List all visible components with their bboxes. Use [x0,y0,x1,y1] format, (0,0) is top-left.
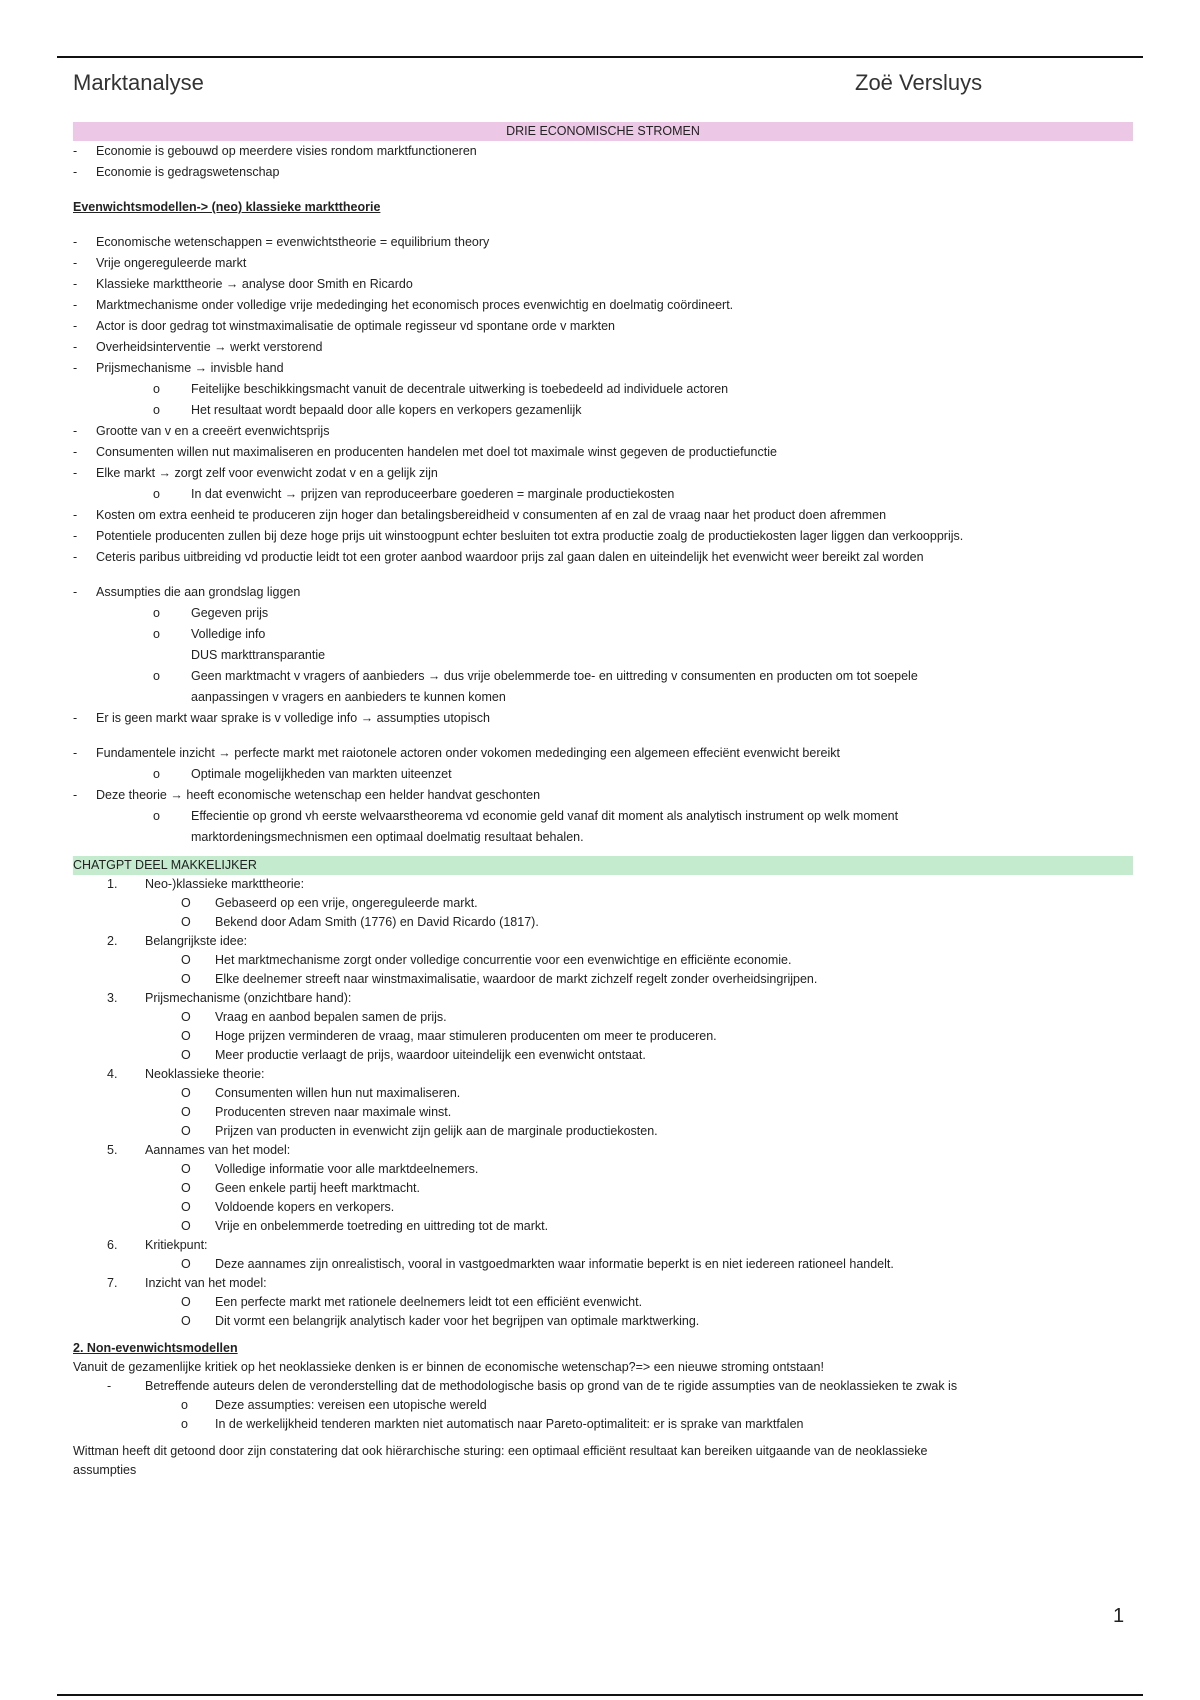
numbered-item: 1. Neo-)klassieke markttheorie: [107,877,305,891]
list-item: - Betreffende auteurs delen de veronderstelling dat de methodologische basis op grond van de te rigide assumpties van de neoklassieken te zwak is [107,1379,958,1393]
numbered-sub-item: O Elke deelnemer streeft naar winstmaximalisatie, waardoor de markt zichzelf regelt zonder overheidsingrijpen. [181,972,818,986]
continuation-line: marktordeningsmechnismen een optimaal doelmatig resultaat behalen. [191,830,584,844]
document-title: Marktanalyse [73,70,204,95]
list-item: - Vrije ongereguleerde markt [73,256,247,270]
numbered-item: 3. Prijsmechanisme (onzichtbare hand): [107,991,352,1005]
numbered-sub-item: O Meer productie verlaagt de prijs, waardoor uiteindelijk een evenwicht ontstaat. [181,1048,646,1062]
list-item: - Marktmechanisme onder volledige vrije mededinging het economisch proces evenwichtig en doelmatig coördineert. [73,298,734,312]
sub-list-item: o In de werkelijkheid tenderen markten niet automatisch naar Pareto-optimaliteit: er is sprake van marktfalen [181,1417,804,1431]
continuation-line: aanpassingen v vragers en aanbieders te kunnen komen [191,690,506,704]
list-item: - Deze theorie → heeft economische wetenschap een helder handvat geschonten [73,788,541,802]
numbered-item: 4. Neoklassieke theorie: [107,1067,265,1081]
list-item: - Fundamentele inzicht → perfecte markt met raiotonele actoren onder vokomen mededinging een algemeen effeciënt evenwicht bereikt [73,746,840,760]
list-item: - Economie is gedragswetenschap [73,165,280,179]
numbered-item: 5. Aannames van het model: [107,1143,291,1157]
paragraph: Wittman heeft dit getoond door zijn constatering dat ook hiërarchische sturing: een optimaal efficiënt resultaat kan bereiken uitgaande van de neoklassieke [73,1444,928,1458]
sub-list-item: o Het resultaat wordt bepaald door alle kopers en verkopers gezamenlijk [153,403,582,417]
numbered-sub-item: O Deze aannames zijn onrealistisch, vooral in vastgoedmarkten waar informatie beperkt is en niet iedereen rationeel handelt. [181,1257,894,1271]
list-item: - Assumpties die aan grondslag liggen [73,585,301,599]
list-item: - Potentiele producenten zullen bij deze hoge prijs uit winstoogpunt echter besluiten tot extra productie zoalg de productiekosten lager liggen dan verkoopprijs. [73,529,964,543]
section-heading-evenwichtsmodellen: Evenwichtsmodellen-> (neo) klassieke markttheorie [73,200,381,214]
sub-list-item: o In dat evenwicht → prijzen van reproduceerbare goederen = marginale productiekosten [153,487,675,501]
section-band-chatgpt: CHATGPT DEEL MAKKELIJKER [73,856,1133,875]
sub-list-item: o Deze assumpties: vereisen een utopische wereld [181,1398,487,1412]
sub-list-item: o Geen marktmacht v vragers of aanbieders → dus vrije obelemmerde toe- en uittreding v consumenten en producten om tot soepele [153,669,918,683]
list-item: - Er is geen markt waar sprake is v volledige info → assumpties utopisch [73,711,490,725]
list-item: - Actor is door gedrag tot winstmaximalisatie de optimale regisseur vd spontane orde v markten [73,319,616,333]
list-item: - Consumenten willen nut maximaliseren en producenten handelen met doel tot maximale winst gegeven de productiefunctie [73,445,777,459]
numbered-item: 2. Belangrijkste idee: [107,934,248,948]
list-item: - Kosten om extra eenheid te produceren zijn hoger dan betalingsbereidheid v consumenten af en zal de vraag naar het product doen afremmen [73,508,887,522]
numbered-sub-item: O Een perfecte markt met rationele deelnemers leidt tot een efficiënt evenwicht. [181,1295,643,1309]
sub-list-item: o Optimale mogelijkheden van markten uiteenzet [153,767,452,781]
document-body [73,122,1133,1480]
numbered-sub-item: O Bekend door Adam Smith (1776) en David Ricardo (1817). [181,915,539,929]
paragraph-continuation: assumpties [73,1463,137,1477]
numbered-sub-item: O Voldoende kopers en verkopers. [181,1200,395,1214]
list-item: - Overheidsinterventie → werkt verstorend [73,340,323,354]
numbered-item: 6. Kritiekpunt: [107,1238,208,1252]
list-item: - Prijsmechanisme → invisble hand [73,361,284,375]
list-item: - Elke markt → zorgt zelf voor evenwicht zodat v en a gelijk zijn [73,466,438,480]
numbered-sub-item: O Het marktmechanisme zorgt onder volledige concurrentie voor een evenwichtige en efficiënte economie. [181,953,792,967]
list-item: - Ceteris paribus uitbreiding vd productie leidt tot een groter aanbod waardoor prijs zal gaan dalen en uiteindelijk het evenwicht weer bereikt zal worden [73,550,924,564]
numbered-sub-item: O Gebaseerd op een vrije, ongereguleerde markt. [181,896,478,910]
section-band-drie-stromen: DRIE ECONOMISCHE STROMEN [73,122,1133,141]
sub-list-item: o Effecientie op grond vh eerste welvaarstheorema vd economie geld vanaf dit moment als analytisch instrument op welk moment [153,809,899,823]
continuation-line: DUS markttransparantie [191,648,326,662]
sub-list-item: o Feitelijke beschikkingsmacht vanuit de decentrale uitwerking is toebedeeld ad individuele actoren [153,382,729,396]
numbered-item: 7. Inzicht van het model: [107,1276,267,1290]
numbered-sub-item: O Geen enkele partij heeft marktmacht. [181,1181,420,1195]
section-heading-non-evenwichtsmodellen: 2. Non-evenwichtsmodellen [73,1341,238,1355]
list-item: - Klassieke markttheorie → analyse door Smith en Ricardo [73,277,413,291]
numbered-sub-item: O Prijzen van producten in evenwicht zijn gelijk aan de marginale productiekosten. [181,1124,658,1138]
list-item: - Economische wetenschappen = evenwichtstheorie = equilibrium theory [73,235,490,249]
sub-list-item: o Volledige info [153,627,266,641]
numbered-sub-item: O Vraag en aanbod bepalen samen de prijs. [181,1010,447,1024]
numbered-sub-item: O Consumenten willen hun nut maximaliseren. [181,1086,461,1100]
paragraph: Vanuit de gezamenlijke kritiek op het neoklassieke denken is er binnen de economische wetenschap?=> een nieuwe stroming ontstaan! [73,1360,824,1374]
numbered-sub-item: O Dit vormt een belangrijk analytisch kader voor het begrijpen van optimale marktwerking. [181,1314,700,1328]
numbered-sub-item: O Producenten streven naar maximale winst. [181,1105,452,1119]
sub-list-item: o Gegeven prijs [153,606,269,620]
numbered-sub-item: O Volledige informatie voor alle marktdeelnemers. [181,1162,479,1176]
top-rule [57,56,1143,58]
bottom-rule [57,1694,1143,1696]
list-item: - Economie is gebouwd op meerdere visies rondom marktfunctioneren [73,144,477,158]
page-number: 1 [1113,1605,1125,1627]
numbered-sub-item: O Hoge prijzen verminderen de vraag, maar stimuleren producenten om meer te produceren. [181,1029,717,1043]
numbered-sub-item: O Vrije en onbelemmerde toetreding en uittreding tot de markt. [181,1219,549,1233]
list-item: - Grootte van v en a creeërt evenwichtsprijs [73,424,330,438]
author-name: Zoë Versluys [855,70,983,95]
numbered-list [73,875,1133,1331]
